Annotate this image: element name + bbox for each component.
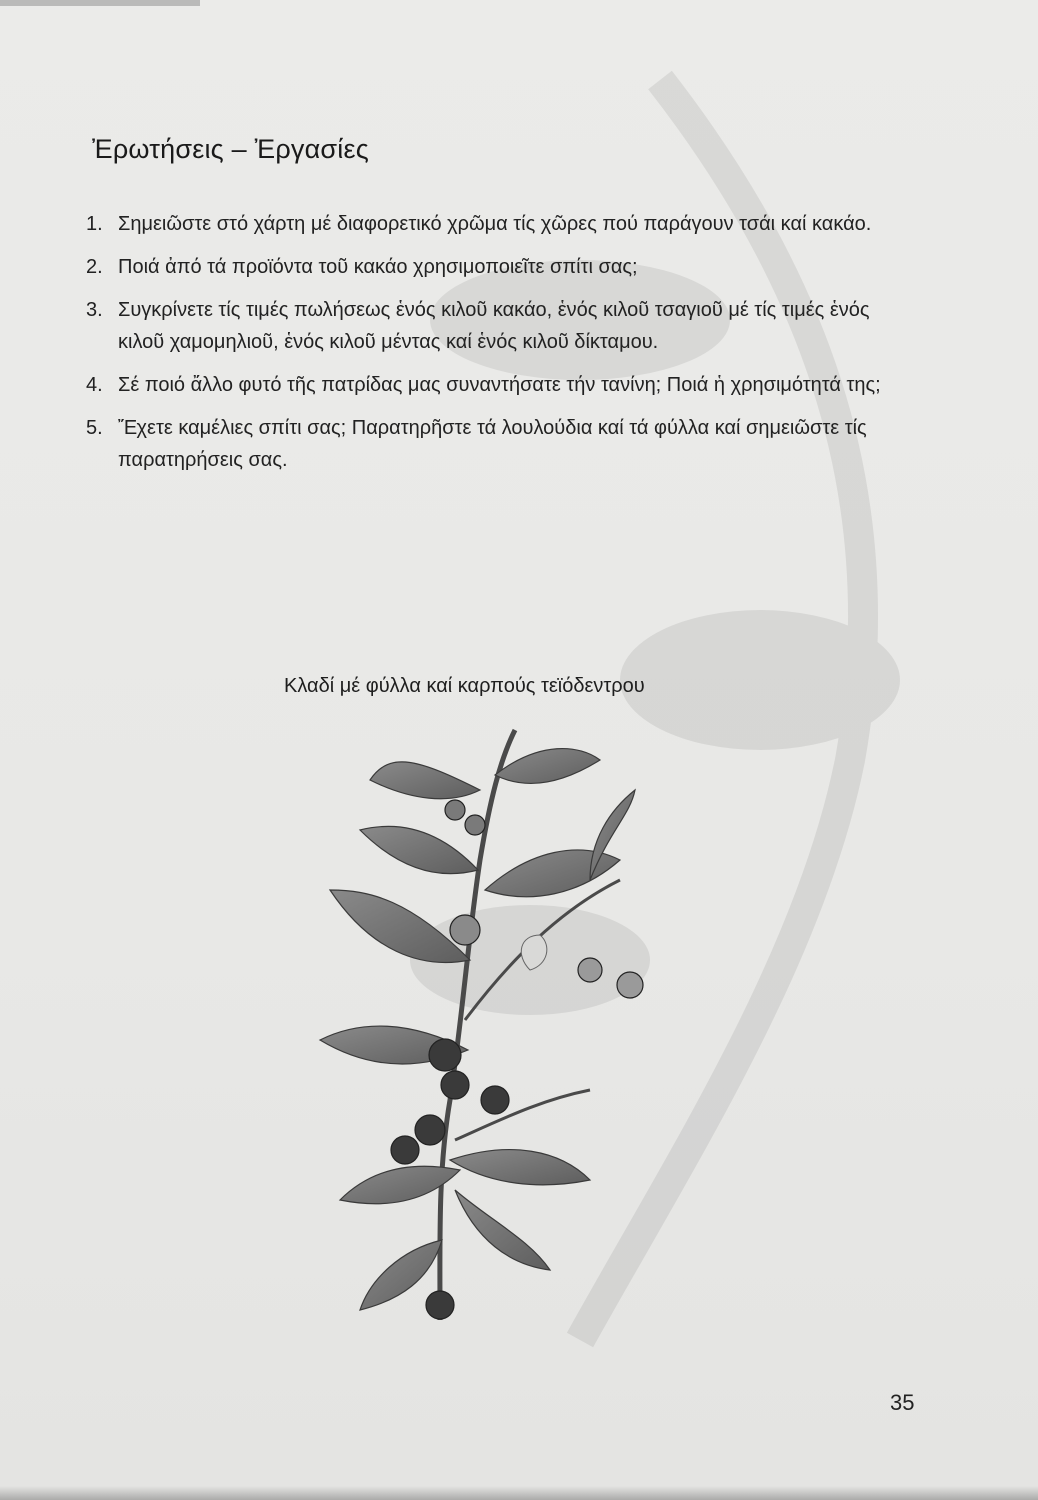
question-text: Σημειῶστε στό χάρτη μέ διαφορετικό χρῶμα τίς χῶρες πού παράγουν τσάι καί κακάο. [118,213,872,235]
question-text: Ἔχετε καμέλιες σπίτι σας; Παρατηρῆστε τά λουλούδια καί τά φύλλα καί σημειῶστε τίς παρατηρήσεις σας. [118,417,867,471]
fruit [441,1071,469,1099]
question-item [86,251,916,283]
leaf [360,826,478,873]
page-number: 35 [890,1390,915,1415]
leaf [455,1190,550,1270]
questions-list [86,208,916,487]
fruit [415,1115,445,1145]
figure-caption: Κλαδί μέ φύλλα καί καρπούς τεϊόδεντρου [284,675,645,697]
fruit [465,815,485,835]
question-text: Ποιά ἀπό τά προϊόντα τοῦ κακάο χρησιμοποιεῖτε σπίτι σας; [118,256,638,278]
question-number: 3. [86,299,103,321]
leaf [450,1150,590,1185]
question-text: Συγκρίνετε τίς τιμές πωλήσεως ἑνός κιλοῦ κακάο, ἑνός κιλοῦ τσαγιοῦ μέ τίς τιμές ἑνός κιλοῦ χαμομηλιοῦ, ἑνός κιλοῦ μέντας καί ἑνός κιλοῦ δίκταμου. [118,299,870,353]
question-item [86,369,916,401]
fruit [429,1039,461,1071]
page-title: Ἐρωτήσεις – Ἐργασίες [92,134,369,164]
question-number: 2. [86,256,103,278]
fruit [481,1086,509,1114]
question-item [86,208,916,240]
question-number: 4. [86,374,103,396]
question-text: Σέ ποιό ἄλλο φυτό τῆς πατρίδας μας συναντήσατε τήν τανίνη; Ποιά ἡ χρησιμότητά της; [118,374,881,396]
fruit [445,800,465,820]
question-number: 5. [86,417,103,439]
fruit [391,1136,419,1164]
leaf [370,762,480,799]
side-branch [455,1090,590,1140]
fruit [450,915,480,945]
question-item [86,294,916,358]
page-bottom-shadow [0,1486,1038,1500]
fruit [426,1291,454,1319]
flower [521,935,547,970]
question-item [86,412,916,476]
fruit [578,958,602,982]
leaf [495,749,600,784]
page-top-edge [0,0,200,6]
question-number: 1. [86,213,103,235]
fruit [617,972,643,998]
leaf [330,890,470,962]
tea-branch-illustration [290,720,850,1340]
